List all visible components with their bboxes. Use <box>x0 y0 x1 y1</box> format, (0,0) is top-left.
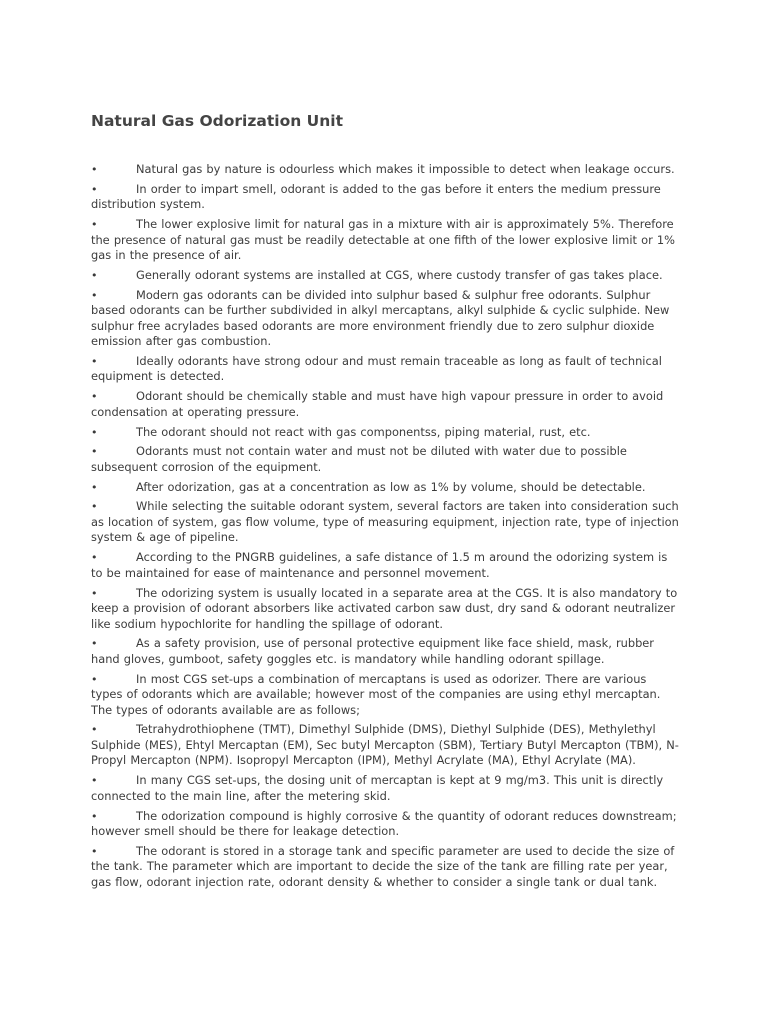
list-item <box>91 268 679 284</box>
document-page <box>91 112 679 895</box>
list-item-text: The odorization compound is highly corrosive & the quantity of odorant reduces downstream; however smell should be there for leakage detection. <box>91 808 677 839</box>
list-item <box>91 636 679 667</box>
list-item-text: Generally odorant systems are installed at CGS, where custody transfer of gas takes place. <box>136 267 663 282</box>
bullet-icon: • <box>91 672 98 686</box>
bullet-icon: • <box>91 551 98 565</box>
bullet-icon: • <box>91 500 98 514</box>
list-item-text: As a safety provision, use of personal protective equipment like face shield, mask, rubber hand gloves, gumboot, safety goggles etc. is mandatory while handling odorant spillage. <box>91 636 654 666</box>
list-item-text: The odorant should not react with gas componentss, piping material, rust, etc. <box>136 424 591 439</box>
list-item-text: In many CGS set-ups, the dosing unit of mercaptan is kept at 9 mg/m3. This unit is directly connected to the main line, after the metering skid. <box>91 773 664 803</box>
list-item <box>91 354 679 385</box>
list-item <box>91 288 679 350</box>
bullet-icon: • <box>91 425 98 439</box>
bullet-icon: • <box>91 218 98 232</box>
bullet-list <box>91 162 679 890</box>
list-item <box>91 444 679 475</box>
list-item <box>91 425 679 441</box>
bullet-icon: • <box>91 268 98 282</box>
list-item <box>91 844 679 891</box>
list-item <box>91 217 679 264</box>
list-item-text: While selecting the suitable odorant system, several factors are taken into consideration such as location of system, gas flow volume, type of measuring equipment, injection rate, type of injection system & age of pipeline. <box>91 499 679 545</box>
list-item <box>91 773 679 804</box>
list-item <box>91 499 679 546</box>
list-item-text: Natural gas by nature is odourless which makes it impossible to detect when leakage occurs. <box>136 162 675 176</box>
list-item <box>91 550 679 581</box>
list-item <box>91 389 679 420</box>
list-item <box>91 182 679 213</box>
list-item <box>91 480 679 496</box>
bullet-icon: • <box>91 774 98 788</box>
list-item-text: The odorant is stored in a storage tank and specific parameter are used to decide the size of the tank. The parameter which are important to decide the size of the tank are filling rate per year, gas flow, odorant injection rate, odorant density & whether to consider a single tank or dual tank. <box>91 843 675 889</box>
bullet-icon: • <box>91 586 98 600</box>
bullet-icon: • <box>91 288 98 302</box>
list-item <box>91 586 679 633</box>
bullet-icon: • <box>91 809 98 823</box>
list-item <box>91 162 679 178</box>
list-item-text: In order to impart smell, odorant is added to the gas before it enters the medium pressure distribution system. <box>91 181 661 212</box>
list-item-text: Odorants must not contain water and must not be diluted with water due to possible subsequent corrosion of the equipment. <box>91 444 627 474</box>
list-item <box>91 672 679 719</box>
bullet-icon: • <box>91 844 98 858</box>
list-item-text: Modern gas odorants can be divided into sulphur based & sulphur free odorants. Sulphur based odorants can be further subdivided in alkyl mercaptans, alkyl sulphide & cyclic sulphide. New sulphur free acrylades based odorants are more environment friendly due to zero sulphur dioxide emission after gas combustion. <box>91 287 670 349</box>
bullet-icon: • <box>91 163 98 176</box>
list-item-text: After odorization, gas at a concentration as low as 1% by volume, should be detectable. <box>136 479 646 494</box>
list-item-text: Odorant should be chemically stable and must have high vapour pressure in order to avoid condensation at operating pressure. <box>91 389 664 419</box>
list-item-text: In most CGS set-ups a combination of mercaptans is used as odorizer. There are various types of odorants which are available; however most of the companies are using ethyl mercaptan. The types of odorants available are as follows; <box>91 671 661 717</box>
list-item-text: Tetrahydrothiophene (TMT), Dimethyl Sulphide (DMS), Diethyl Sulphide (DES), Methylethyl Sulphide (MES), Ehtyl Mercaptan (EM), Sec butyl Mercapton (SBM), Tertiary Butyl Mercapton (TBM), N-Propyl Mercapton (NPM). Isopropyl Mercapton (IPM), Methyl Acrylate (MA), Ethyl Acrylate (MA). <box>91 722 679 768</box>
list-item-text: The odorizing system is usually located in a separate area at the CGS. It is also mandatory to keep a provision of odorant absorbers like activated carbon saw dust, dry sand & odorant neutralizer like sodium hypochlorite for handling the spillage of odorant. <box>91 585 678 631</box>
bullet-icon: • <box>91 354 98 368</box>
page-title: Natural Gas Odorization Unit <box>91 112 343 130</box>
bullet-icon: • <box>91 182 98 196</box>
bullet-icon: • <box>91 480 98 494</box>
list-item <box>91 722 679 769</box>
bullet-icon: • <box>91 390 98 404</box>
list-item-text: According to the PNGRB guidelines, a safe distance of 1.5 m around the odorizing system is to be maintained for ease of maintenance and personnel movement. <box>91 550 668 580</box>
list-item-text: Ideally odorants have strong odour and must remain traceable as long as fault of technical equipment is detected. <box>91 353 662 384</box>
list-item-text: The lower explosive limit for natural gas in a mixture with air is approximately 5%. Therefore the presence of natural gas must be readily detectable at one fifth of the lower explosive limit or 1% gas in the presence of air. <box>91 217 675 263</box>
bullet-icon: • <box>91 637 98 651</box>
bullet-icon: • <box>91 445 98 459</box>
list-item <box>91 809 679 840</box>
bullet-icon: • <box>91 723 98 737</box>
